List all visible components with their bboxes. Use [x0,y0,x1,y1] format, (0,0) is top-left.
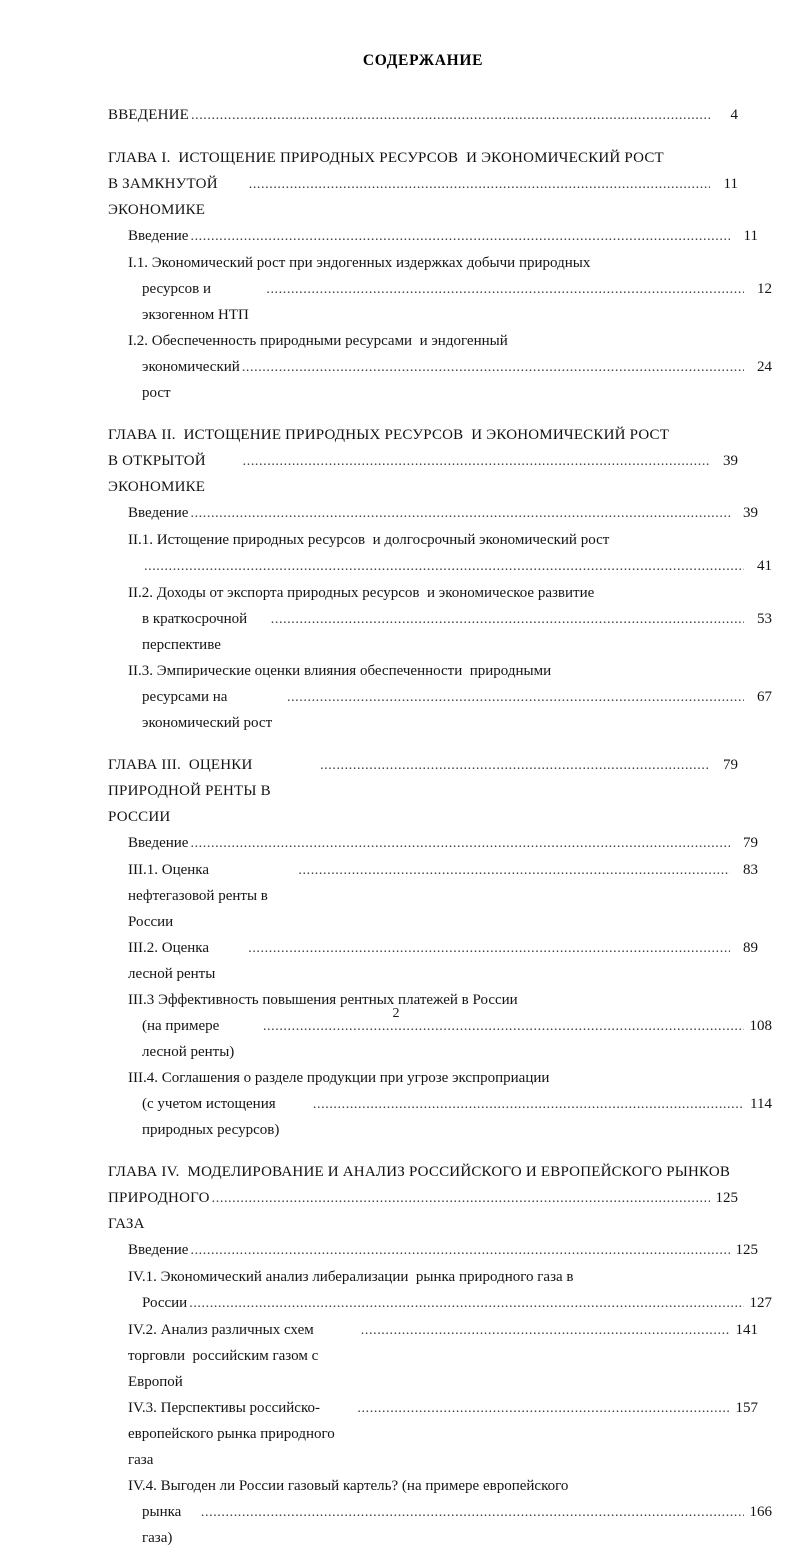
toc-entry-page: 127 [749,1295,772,1311]
toc-entry-label: Введение [128,228,189,244]
toc-entry-page: 89 [743,940,758,956]
footer-page-number: 2 [392,1006,400,1021]
dot-leader [271,607,744,633]
chapter-heading-label: ГЛАВА III. ОЦЕНКИ ПРИРОДНОЙ РЕНТЫ В РОССИИ [108,757,275,825]
chapter-heading-line-1[interactable]: ГЛАВА II. ИСТОЩЕНИЕ ПРИРОДНЫХ РЕСУРСОВ И ЭКОНОМИЧЕСКИЙ РОСТ [108,427,670,443]
dot-leader [266,277,744,303]
toc-entry-label: III.4. Соглашения о разделе продукции при угрозе экспроприации [128,1070,550,1086]
dot-leader [243,449,710,475]
toc-entry-chapter2-intro[interactable] [108,500,758,527]
toc-entry-section-I-2-line1[interactable] [108,328,758,354]
toc-entry-page: 39 [743,505,758,521]
toc-entry-introduction[interactable] [108,102,738,129]
toc-entry-page: 11 [743,228,758,244]
dot-leader [287,685,744,711]
toc-entry-page: 83 [743,862,758,878]
toc-entry-label: ВВЕДЕНИЕ [108,107,189,123]
toc-entry-section-I-1-line2[interactable] [108,276,772,328]
toc-entry-page: 24 [757,359,772,375]
toc-entry-section-II-1-line1[interactable] [108,527,758,553]
chapter-heading-label: ПРИРОДНОГО ГАЗА [108,1190,214,1232]
dot-leader [242,355,744,381]
toc-entry-page: 108 [749,1018,772,1034]
dot-leader [189,1291,744,1317]
chapter-heading-line-2[interactable] [108,448,738,500]
chapter-heading-line-1[interactable]: ГЛАВА IV. МОДЕЛИРОВАНИЕ И АНАЛИЗ РОССИЙСКОГО И ЕВРОПЕЙСКОГО РЫНКОВ [108,1164,731,1180]
toc-entry-label: II.1. Истощение природных ресурсов и долгосрочный экономический рост [128,532,610,548]
dot-leader [248,936,730,962]
dot-leader [357,1396,730,1422]
toc-entry-section-IV-2[interactable] [108,1317,758,1395]
chapter-heading-line-2[interactable] [108,1185,738,1237]
toc-entry-label: Введение [128,835,189,851]
toc-entry-section-III-2[interactable] [108,935,758,987]
toc-entry-label: в краткосрочной перспективе [142,611,251,653]
dot-leader [249,172,710,198]
toc-entry-section-III-1[interactable] [108,857,758,935]
toc-entry-label: ресурсами на экономический рост [142,689,273,731]
toc-entry-section-III-4-line2[interactable] [108,1091,772,1143]
page-title: СОДЕРЖАНИЕ [362,52,484,69]
toc-entry-label: (с учетом истощения природных ресурсов) [142,1096,280,1138]
spacer [108,1143,738,1159]
toc-entry-chapter3-intro[interactable] [108,830,758,857]
toc-entry-section-IV-4-line2[interactable] [108,1499,772,1551]
toc-entry-page: 12 [757,281,772,297]
toc-entry-section-IV-1-line1[interactable] [108,1264,758,1290]
dot-leader [212,1186,710,1212]
toc-entry-section-II-3-line2[interactable] [108,684,772,736]
spacer [108,129,738,145]
dot-leader [298,858,730,884]
toc-entry-section-I-1-line1[interactable] [108,250,758,276]
toc-chapter-4 [108,1159,772,1551]
toc-entry-section-II-2-line1[interactable] [108,580,758,606]
chapter-page: 125 [715,1190,738,1206]
toc-entry-label: II.2. Доходы от экспорта природных ресурсов и экономическое развитие [128,585,595,601]
toc-entry-section-III-4-line1[interactable] [108,1065,758,1091]
toc-entry-label: IV.1. Экономический анализ либерализации рынка природного газа в [128,1269,574,1285]
toc-chapter-2 [108,422,772,736]
dot-leader [201,1500,744,1526]
dot-leader [320,753,710,779]
chapter-heading-line-1[interactable] [108,752,738,830]
toc-entry-section-II-2-line2[interactable] [108,606,772,658]
toc-content [108,52,772,1551]
dot-leader [190,1238,730,1264]
spacer [108,406,738,422]
toc-entry-label: IV.4. Выгоден ли России газовый картель? (на примере европейского [128,1478,569,1494]
toc-entry-chapter4-intro[interactable] [108,1237,758,1264]
dot-leader [361,1318,730,1344]
dot-leader [190,501,730,527]
toc-entry-page: 157 [735,1400,758,1416]
toc-entry-section-II-1-line2[interactable] [108,553,772,580]
toc-entry-section-IV-3[interactable] [108,1395,758,1473]
toc-chapter-1 [108,145,772,406]
toc-entry-page: 141 [735,1322,758,1338]
toc-entry-label: экономический рост [142,359,244,401]
toc-entry-section-IV-4-line1[interactable] [108,1473,758,1499]
dot-leader [190,831,730,857]
chapter-heading-label: В ЗАМКНУТОЙ ЭКОНОМИКЕ [108,176,222,218]
toc-entry-label: II.3. Эмпирические оценки влияния обеспеченности природными [128,663,552,679]
toc-entry-page: 4 [730,107,738,123]
toc-entry-label: I.2. Обеспеченность природными ресурсами и эндогенный [128,333,508,349]
toc-entry-label: России [142,1295,188,1311]
toc-entry-label: Введение [128,1242,189,1258]
toc-entry-page: 166 [749,1504,772,1520]
spacer [108,736,738,752]
toc-entry-section-IV-1-line2[interactable] [108,1290,772,1317]
toc-entry-label: Введение [128,505,189,521]
toc-entry-page: 114 [750,1096,772,1112]
toc-entry-label: ресурсов и экзогенном НТП [142,281,249,323]
chapter-heading-line-1[interactable]: ГЛАВА I. ИСТОЩЕНИЕ ПРИРОДНЫХ РЕСУРСОВ И ЭКОНОМИЧЕСКИЙ РОСТ [108,150,664,166]
toc-chapter-3 [108,752,772,1143]
chapter-heading-label: В ОТКРЫТОЙ ЭКОНОМИКЕ [108,453,210,495]
toc-entry-label: рынка газа) [142,1504,186,1546]
chapter-page: 39 [723,453,738,469]
dot-leader [191,103,710,129]
toc-entry-label: IV.2. Анализ различных схем торговли российским газом с Европой [128,1322,323,1390]
dot-leader [144,554,744,580]
toc-entry-page: 125 [735,1242,758,1258]
toc-entry-label: IV.3. Перспективы российско-европейского рынка природного газа [128,1400,339,1468]
toc-entry-chapter1-intro[interactable] [108,223,758,250]
toc-entry-label: III.3 Эффективность повышения рентных платежей в России [128,992,518,1008]
chapter-heading-line-2[interactable] [108,171,738,223]
toc-entry-page: 67 [757,689,772,705]
chapter-page: 11 [723,176,738,192]
dot-leader [190,224,730,250]
toc-entry-label: I.1. Экономический рост при эндогенных издержках добычи природных [128,255,591,271]
toc-entry-page: 41 [757,558,772,574]
toc-entry-label: III.1. Оценка нефтегазовой ренты в России [128,862,272,930]
toc-entry-page: 79 [743,835,758,851]
toc-entry-label: (на примере лесной ренты) [142,1018,235,1060]
toc-entry-section-I-2-line2[interactable] [108,354,772,406]
toc-entry-section-II-3-line1[interactable] [108,658,758,684]
chapter-page: 79 [723,757,738,773]
toc-entry-label: III.2. Оценка лесной ренты [128,940,216,982]
toc-entry-page: 53 [757,611,772,627]
